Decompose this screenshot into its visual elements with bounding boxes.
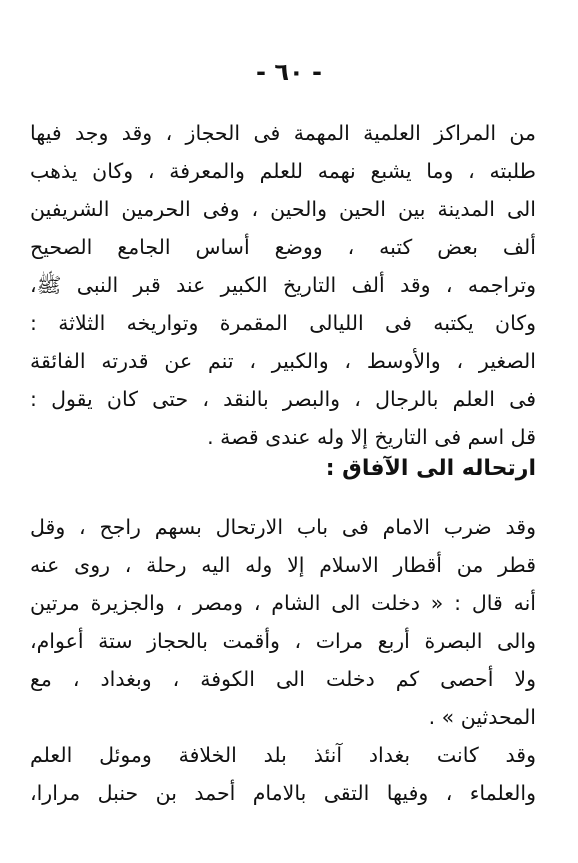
- text-line: فى العلم بالرجال ، والبصر بالنقد ، حتى كان يقول :: [30, 387, 536, 411]
- text-line: قطر من أقطار الاسلام إلا وله اليه رحلة ، روى عنه: [30, 553, 536, 577]
- text-line: والى البصرة أربع مرات ، وأقمت بالحجاز ستة أعوام،: [30, 629, 536, 653]
- text-line: طلبته ، وما يشبع نهمه للعلم والمعرفة ، وكان يذهب: [30, 159, 536, 183]
- text-line: وقد ضرب الامام فى باب الارتحال بسهم راجح ، وقل: [30, 515, 536, 539]
- text-line: ألف بعض كتبه ، ووضع أساس الجامع الصحيح: [30, 235, 536, 259]
- paragraph-2: [30, 508, 536, 736]
- text-line: أنه قال : « دخلت الى الشام ، ومصر ، والجزيرة مرتين: [30, 591, 536, 615]
- text-line: الصغير ، والأوسط ، والكبير ، تنم عن قدرته الفائقة: [30, 349, 536, 373]
- text-line: قل اسم فى التاريخ إلا وله عندى قصة .: [207, 425, 536, 449]
- text-line: المحدثين » .: [428, 705, 536, 729]
- text-line: وقد كانت بغداد آنئذ بلد الخلافة وموئل العلم: [30, 743, 536, 767]
- paragraph-1: [30, 114, 536, 456]
- text-line: وكان يكتبه فى الليالى المقمرة وتواريخه الثلاثة :: [30, 311, 536, 335]
- text-line: وتراجمه ، وقد ألف التاريخ الكبير عند قبر النبى ﷺ،: [30, 273, 536, 297]
- text-line: ولا أحصى كم دخلت الى الكوفة ، وبغداد ، مع: [30, 667, 536, 691]
- section-heading: ارتحاله الى الآفاق :: [325, 456, 536, 481]
- text-line: من المراكز العلمية المهمة فى الحجاز ، وقد وجد فيها: [30, 121, 536, 145]
- paragraph-3: [30, 736, 536, 812]
- page-number: - ٦٠ -: [256, 58, 322, 86]
- text-line: والعلماء ، وفيها التقى بالامام أحمد بن حنبل مرارا،: [30, 781, 536, 805]
- text-line: الى المدينة بين الحين والحين ، وفى الحرمين الشريفين: [30, 197, 536, 221]
